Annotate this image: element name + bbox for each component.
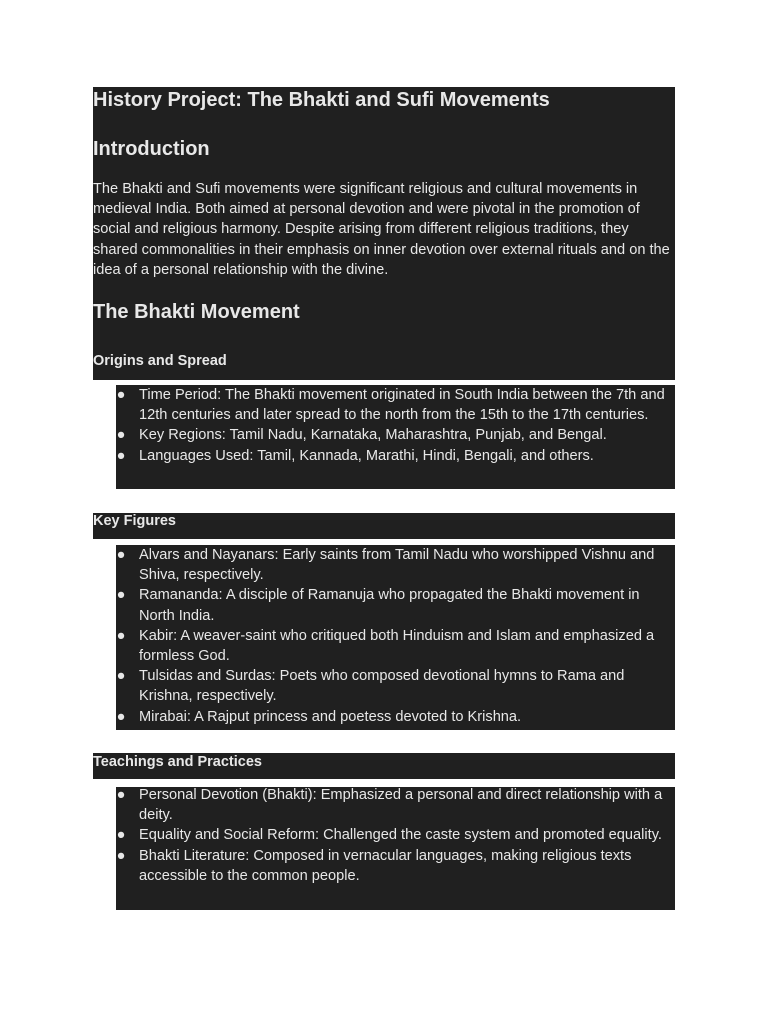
list-item: [116, 585, 675, 625]
page-title: History Project: The Bhakti and Sufi Movements: [93, 89, 550, 111]
list-item-text: Time Period: The Bhakti movement originated in South India between the 7th and 12th centuries and later spread to the north from the 15th to the 17th centuries.: [139, 387, 665, 424]
bullet-icon: ●: [116, 387, 126, 403]
bullet-icon: ●: [116, 427, 126, 444]
list-item: [116, 846, 675, 886]
teachings-heading: Teachings and Practices: [93, 754, 262, 770]
bullet-icon: ●: [116, 587, 126, 604]
list-item: [116, 785, 675, 825]
bullet-icon: ●: [116, 827, 126, 844]
highlight-block-figures-heading: [93, 513, 675, 539]
origins-heading: Origins and Spread: [93, 353, 227, 369]
bullet-icon: ●: [116, 708, 126, 725]
list-item: [116, 545, 675, 585]
list-item: [116, 707, 675, 727]
list-item: [116, 626, 675, 666]
list-item-text: Personal Devotion (Bhakti): Emphasized a personal and direct relationship with a deity.: [139, 787, 663, 824]
list-item-text: Tulsidas and Surdas: Poets who composed devotional hymns to Rama and Krishna, respectively.: [139, 668, 625, 705]
list-item: [116, 425, 675, 445]
bullet-icon: ●: [116, 787, 126, 803]
teachings-list: [116, 785, 675, 886]
list-item: [116, 385, 675, 425]
list-item-text: Key Regions: Tamil Nadu, Karnataka, Maharashtra, Punjab, and Bengal.: [139, 427, 607, 444]
bullet-icon: ●: [116, 847, 126, 864]
bhakti-movement-heading: The Bhakti Movement: [93, 301, 300, 323]
bullet-icon: ●: [116, 547, 126, 563]
key-figures-list: [116, 545, 675, 727]
list-item: [116, 446, 675, 466]
list-item-text: Bhakti Literature: Composed in vernacular languages, making religious texts accessible to the common people.: [139, 847, 632, 884]
bullet-icon: ●: [116, 668, 126, 685]
list-item-text: Alvars and Nayanars: Early saints from Tamil Nadu who worshipped Vishnu and Shiva, respectively.: [139, 547, 655, 584]
list-item-text: Equality and Social Reform: Challenged the caste system and promoted equality.: [139, 827, 662, 844]
list-item: [116, 825, 675, 845]
list-item: [116, 666, 675, 706]
list-item-text: Mirabai: A Rajput princess and poetess devoted to Krishna.: [139, 708, 522, 725]
list-item-text: Ramananda: A disciple of Ramanuja who propagated the Bhakti movement in North India.: [139, 587, 640, 624]
list-item-text: Languages Used: Tamil, Kannada, Marathi, Hindi, Bengali, and others.: [139, 447, 594, 464]
origins-list: [116, 385, 675, 466]
list-item-text: Kabir: A weaver-saint who critiqued both Hinduism and Islam and emphasized a formless God.: [139, 627, 655, 665]
introduction-paragraph: The Bhakti and Sufi movements were significant religious and cultural movements in medieval India. Both aimed at personal devotion and were pivotal in the promotion of social and religious harmony. Despite arising from different religious traditions, they shared commonalities in their emphasis on inner devotion over external rituals and on the idea of a personal relationship with the divine.: [93, 181, 670, 278]
bullet-icon: ●: [116, 447, 126, 464]
key-figures-heading: Key Figures: [93, 513, 176, 529]
introduction-heading: Introduction: [93, 138, 210, 160]
bullet-icon: ●: [116, 627, 126, 644]
